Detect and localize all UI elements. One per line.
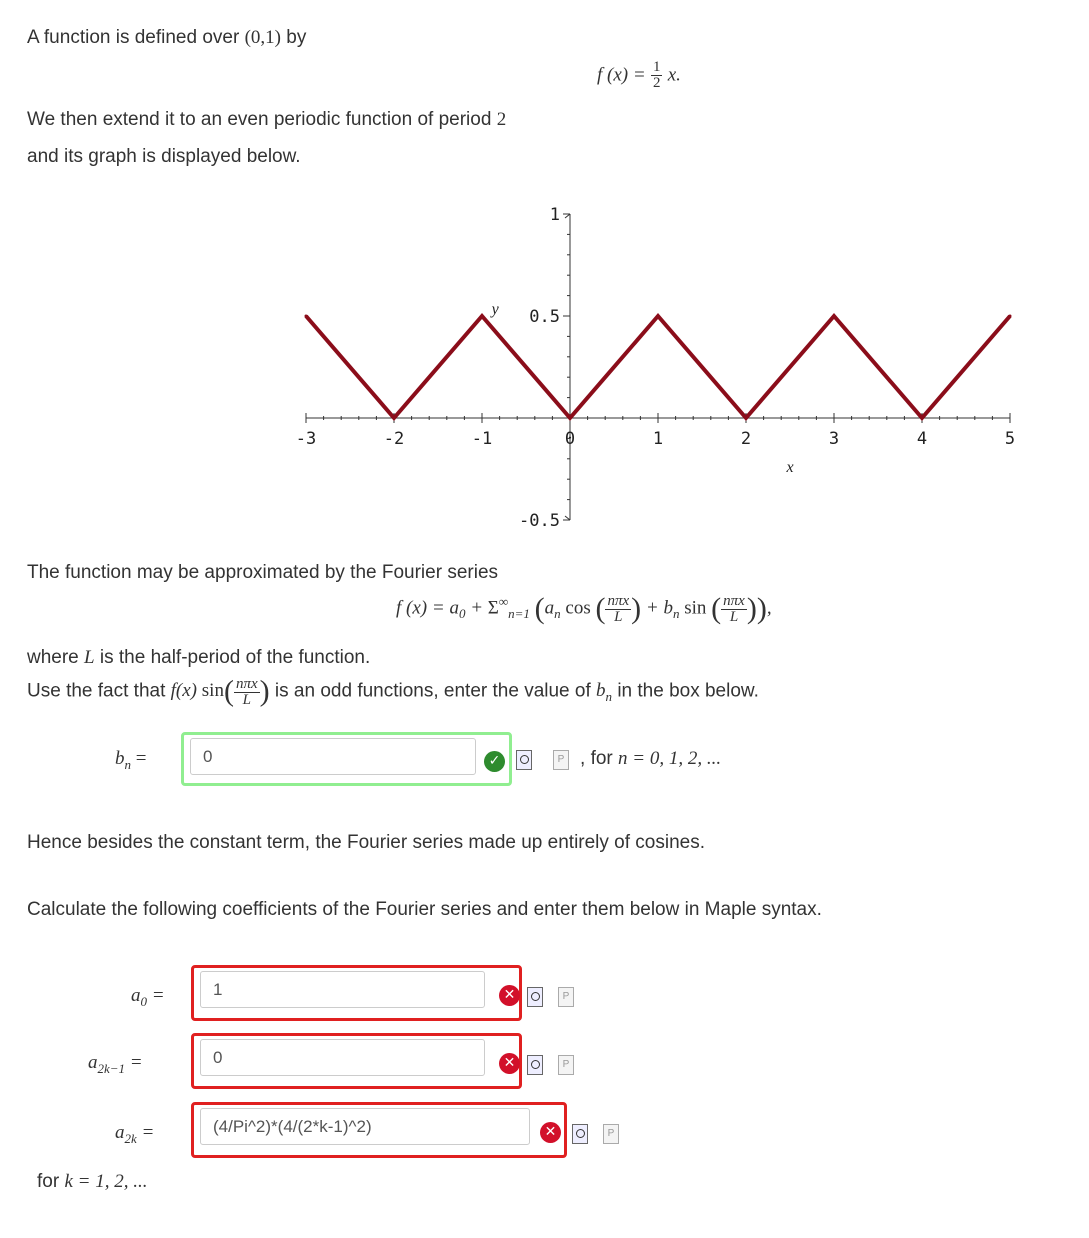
x-tick-label: 1	[652, 429, 664, 449]
a0-answer-box	[191, 965, 522, 1021]
x-tick-label: 2	[740, 429, 752, 449]
a0-label: $a_0$ =	[131, 985, 165, 1009]
data-point	[745, 417, 748, 420]
calculate-text: Calculate the following coefficients of the Fourier series and enter them below in Maple syntax.	[27, 899, 822, 920]
syntax-help-icon[interactable]: P	[553, 750, 569, 770]
fourier-series-formula: f $(x) = a_0 + \Sigma^\infty_{n=1}$ ($a_n$ cos ( $\frac{\text{nπx}}{L}$ ) + $b_n$ sin ( $\frac{\text{nπx}}{L}$ )),	[396, 592, 772, 625]
x-tick-label: 4	[916, 429, 928, 449]
data-point	[1009, 315, 1012, 318]
preview-icon[interactable]	[572, 1124, 588, 1144]
intro-line-3: and its graph is displayed below.	[27, 146, 301, 167]
data-point	[569, 417, 572, 420]
bn-input[interactable]: 0	[190, 738, 476, 775]
x-tick-label: -2	[383, 429, 405, 449]
x-axis-label: x	[786, 459, 794, 476]
fourier-intro: The function may be approximated by the Fourier series	[27, 562, 499, 583]
syntax-help-icon[interactable]: P	[558, 1055, 574, 1075]
y-tick-label: 0.5	[529, 307, 560, 327]
syntax-help-icon[interactable]: P	[558, 987, 574, 1007]
interval-math: (0,1)	[244, 27, 281, 48]
preview-icon[interactable]	[516, 750, 532, 770]
wrong-icon: ✕	[499, 1053, 520, 1074]
k-range: for k = 1, 2, ...	[37, 1171, 148, 1192]
a2k-1-input[interactable]: 0	[200, 1039, 485, 1076]
a2k-1-answer-box	[191, 1033, 522, 1089]
x-tick-label: -3	[295, 429, 317, 449]
syntax-help-icon[interactable]: P	[603, 1124, 619, 1144]
a2k-label: $a_{2k}$ =	[115, 1122, 155, 1146]
function-curve	[306, 316, 1010, 418]
preview-icon[interactable]	[527, 987, 543, 1007]
bn-for-range: , for n = 0, 1, 2, ...	[580, 748, 722, 769]
y-axis-cap	[565, 214, 570, 218]
y-tick-label: -0.5	[519, 511, 560, 531]
wrong-icon: ✕	[540, 1122, 561, 1143]
intro-line-2: We then extend it to an even periodic function of period 2	[27, 109, 507, 130]
data-point	[305, 315, 308, 318]
a2k-input[interactable]: (4/Pi^2)*(4/(2*k-1)^2)	[200, 1108, 530, 1145]
x-tick-label: -1	[471, 429, 493, 449]
x-tick-label: 5	[1004, 429, 1016, 449]
a0-input[interactable]: 1	[200, 971, 485, 1008]
a2k-answer-box	[191, 1102, 567, 1158]
bn-label: $b_n$ =	[115, 748, 147, 772]
a2k-1-label: $a_{2k-1}$ =	[88, 1052, 143, 1076]
intro-line-1: A function is defined over (0,1) by	[27, 27, 307, 48]
y-axis-cap	[565, 516, 570, 520]
y-axis-label: y	[491, 301, 499, 318]
data-point	[921, 417, 924, 420]
data-point	[833, 315, 836, 318]
hence-text: Hence besides the constant term, the Fourier series made up entirely of cosines.	[27, 832, 706, 853]
wrong-icon: ✕	[499, 985, 520, 1006]
data-point	[393, 417, 396, 420]
data-point	[481, 315, 484, 318]
x-tick-label: 3	[828, 429, 840, 449]
correct-icon: ✓	[484, 751, 505, 772]
x-tick-label: 0	[564, 429, 576, 449]
function-definition: f (x) = $\frac{1}{2}$ x.	[597, 59, 681, 91]
where-line: where L is the half-period of the function.	[27, 647, 371, 668]
bn-answer-box	[181, 732, 512, 786]
preview-icon[interactable]	[527, 1055, 543, 1075]
function-graph	[290, 185, 1030, 550]
data-point	[657, 315, 660, 318]
y-tick-label: 1	[549, 205, 560, 225]
use-fact-line: Use the fact that f(x) sin( $\frac{\text{nπx}}{L}$ ) is an odd functions, enter the value of $b_n$ in the box below.	[27, 675, 759, 708]
